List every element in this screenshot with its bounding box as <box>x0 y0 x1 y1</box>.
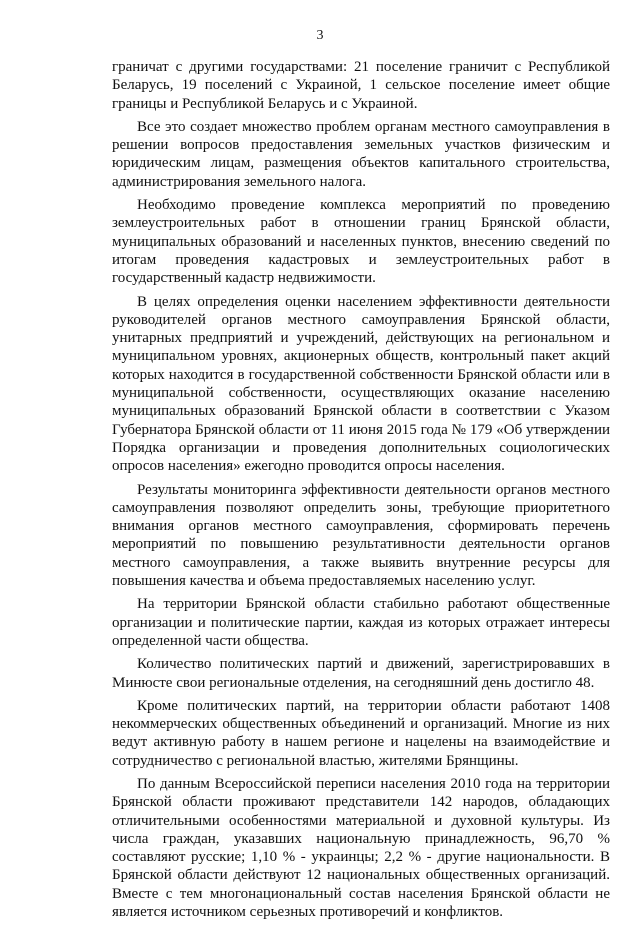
page-number: 3 <box>316 28 324 43</box>
paragraph-2: Все это создает множество проблем органам местного самоуправления в решении вопросов предоставления земельных участков физическим и юридическим лицам, размещения объектов капитального строительства, администрирования земельного налога. <box>112 118 610 190</box>
paragraph-4: В целях определения оценки населением эффективности деятельности руководителей органов местного самоуправления Брянской области, унитарных предприятий и учреждений, действующих на региональном и муниципальном уровнях, акционерных обществ, контрольный пакет акций которых находится в государственной собственности Брянской области или в муниципальной собственности, осуществляющих оказание населению муниципальных образований Брянской области в соответствии с Указом Губернатора Брянской области от 11 июня 2015 года № 179 «Об утверждении Порядка организации и проведения дополнительных социологических опросов населения» ежегодно проводится опросы населения. <box>112 293 610 475</box>
paragraph-7: Количество политических партий и движений, зарегистрировавших в Минюсте свои региональные отделения, на сегодняшний день достигло 48. <box>112 656 610 691</box>
paragraph-5: Результаты мониторинга эффективности деятельности органов местного самоуправления позволяют определить зоны, требующие приоритетного внимания органов местного самоуправления, сформировать перечень мероприятий по повышению результативности деятельности органов местного самоуправления, а также выявить внутренние ресурсы для повышения качества и объема предоставляемых населению услуг. <box>112 481 610 590</box>
document-body <box>112 58 610 926</box>
paragraph-6: На территории Брянской области стабильно работают общественные организации и политические партии, каждая из которых отражает интересы определенной части общества. <box>112 596 610 649</box>
paragraph-8: Кроме политических партий, на территории области работают 1408 некоммерческих общественных объединений и организаций. Многие из них ведут активную работу в нашем регионе и нацелены на взаимодействие и сотрудничество с региональной властью, жителями Брянщины. <box>112 697 610 769</box>
paragraph-9: По данным Всероссийской переписи населения 2010 года на территории Брянской области проживают представители 142 народов, обладающих отличительными особенностями материальной и духовной культуры. Из числа граждан, указавших национальную принадлежность, 96,70 % составляют русские; 1,10 % - украинцы; 2,2 % - другие национальности. В Брянской области действуют 12 национальных общественных организаций. Вместе с тем многонациональный состав населения Брянской области не является источником серьезных противоречий и конфликтов. <box>112 775 610 921</box>
paragraph-1: граничат с другими государствами: 21 поселение граничит с Республикой Беларусь, 19 поселений с Украиной, 1 сельское поселение имеет общие границы и Республикой Беларусь и с Украиной. <box>112 59 610 112</box>
paragraph-3: Необходимо проведение комплекса мероприятий по проведению землеустроительных работ в отношении границ Брянской области, муниципальных образований и населенных пунктов, внесению сведений по итогам проведения кадастровых и землеустроительных работ в государственный кадастр недвижимости. <box>112 197 610 287</box>
